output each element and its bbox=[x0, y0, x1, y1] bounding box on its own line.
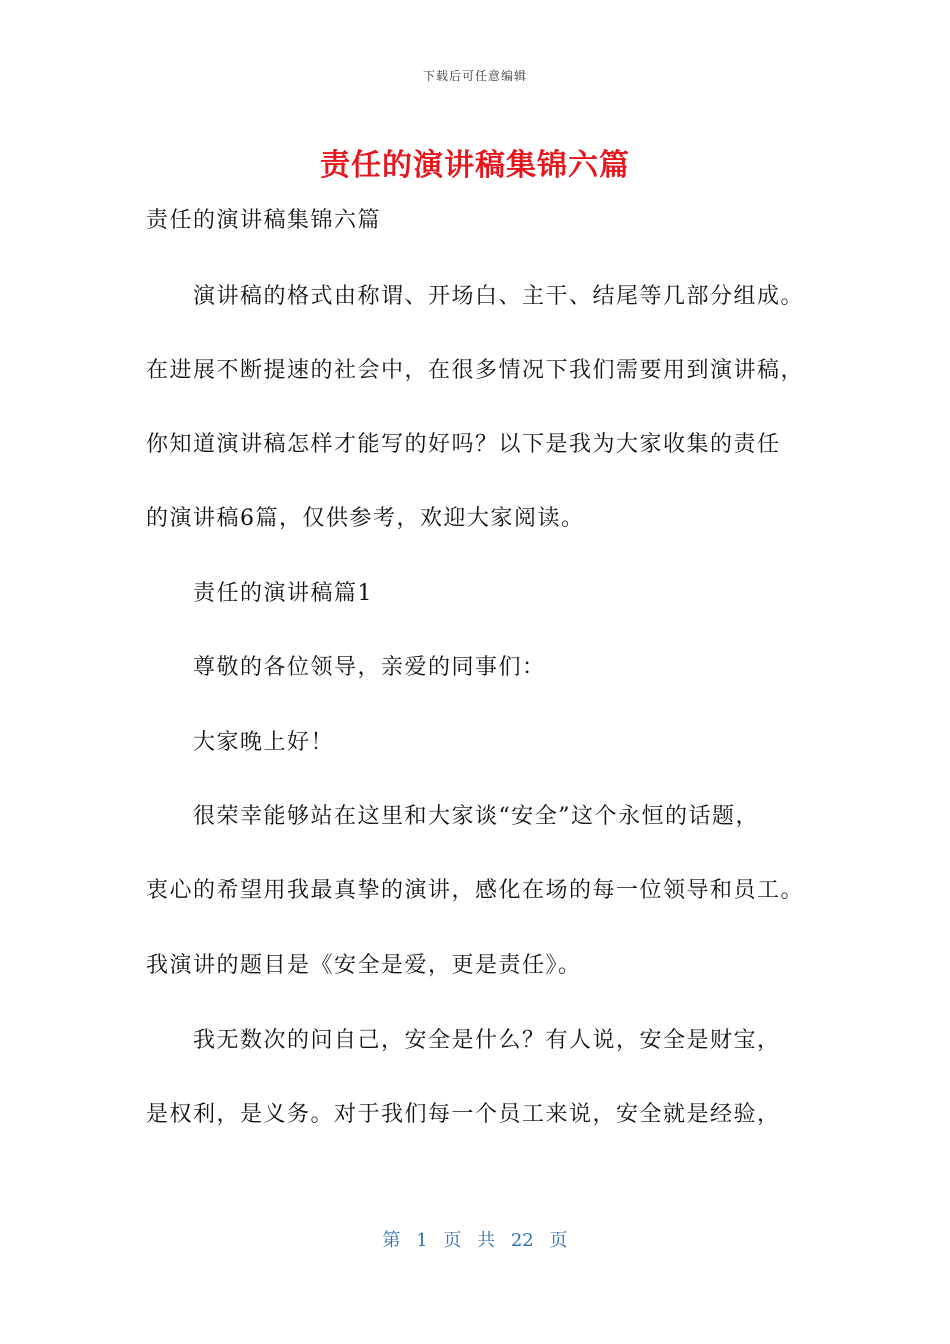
section-heading: 责任的演讲稿篇1 bbox=[193, 581, 373, 606]
paragraph-line: 很荣幸能够站在这里和大家谈“安全”这个永恒的话题， bbox=[193, 804, 759, 829]
page-footer: 第 1 页 共 22 页 bbox=[382, 1230, 568, 1251]
paragraph-line: 的演讲稿6篇，仅供参考，欢迎大家阅读。 bbox=[146, 506, 585, 531]
salutation-line: 尊敬的各位领导，亲爱的同事们： bbox=[193, 655, 546, 680]
paragraph-line: 演讲稿的格式由称谓、开场白、主干、结尾等几部分组成。 bbox=[193, 284, 805, 309]
greeting-line: 大家晚上好！ bbox=[193, 730, 335, 755]
paragraph-line: 在进展不断提速的社会中，在很多情况下我们需要用到演讲稿， bbox=[146, 358, 805, 383]
paragraph-line: 我演讲的题目是《安全是爱，更是责任》。 bbox=[146, 953, 582, 978]
paragraph-line: 是权利，是义务。对于我们每一个员工来说，安全就是经验， bbox=[146, 1102, 781, 1127]
document-title: 责任的演讲稿集锦六篇 bbox=[320, 148, 630, 183]
paragraph-line: 你知道演讲稿怎样才能写的好吗？以下是我为大家收集的责任 bbox=[146, 432, 781, 457]
header-note: 下载后可任意编辑 bbox=[422, 69, 527, 83]
paragraph-line: 我无数次的问自己，安全是什么？有人说，安全是财宝， bbox=[193, 1028, 781, 1053]
paragraph-line: 衷心的希望用我最真挚的演讲，感化在场的每一位领导和员工。 bbox=[146, 878, 805, 903]
subtitle-line: 责任的演讲稿集锦六篇 bbox=[146, 208, 382, 233]
